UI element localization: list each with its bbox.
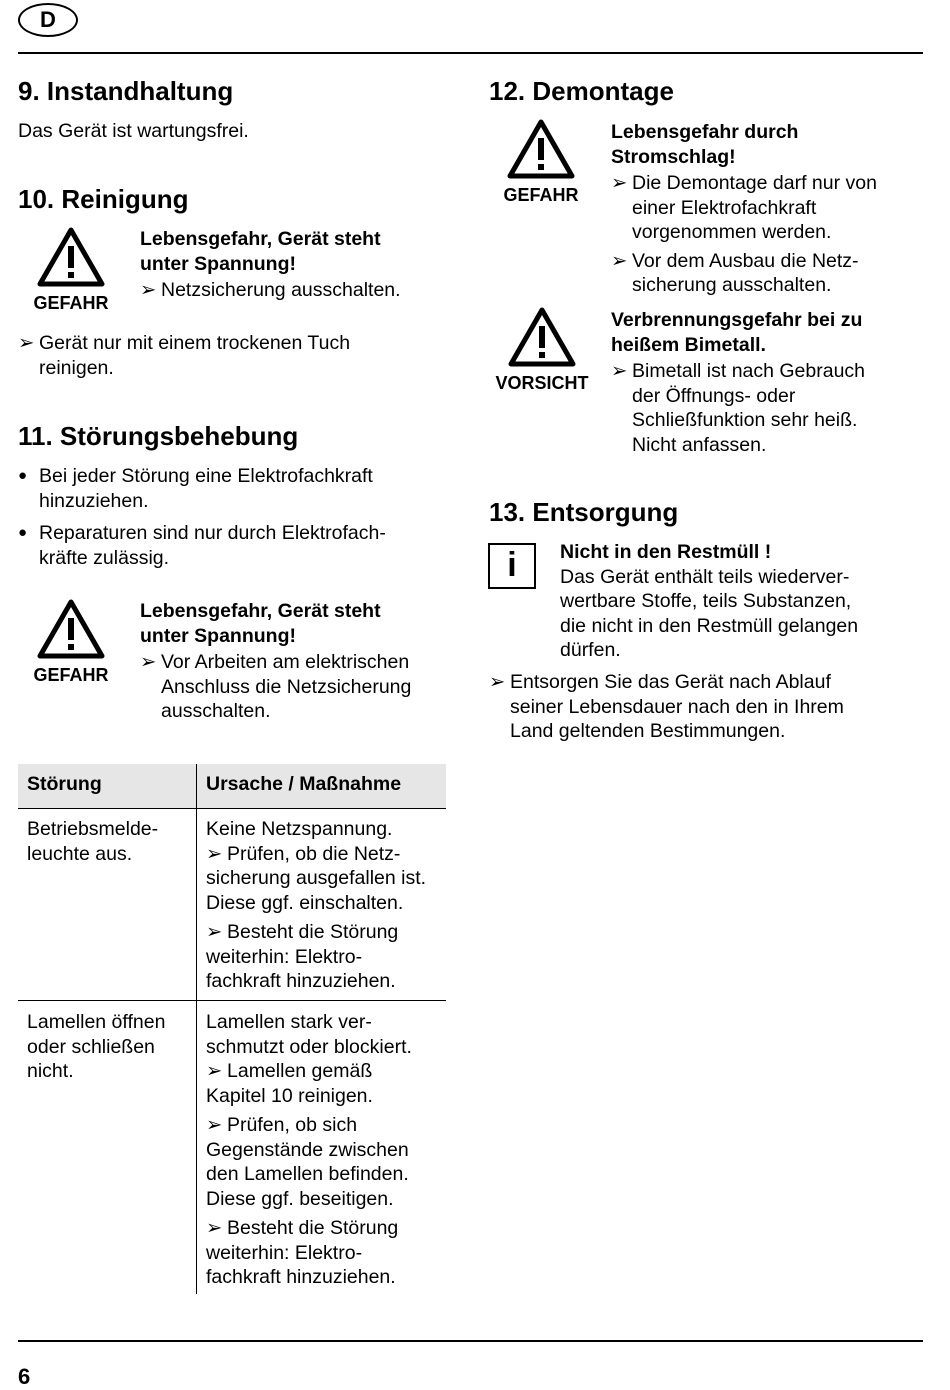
arrow-icon: ➢: [140, 651, 157, 673]
caution-label: VORSICHT: [495, 373, 589, 393]
section-11-title: 11. Störungsbehebung: [18, 421, 299, 451]
table-row-divider: [18, 1000, 446, 1001]
table-row-cause: Keine Netzspannung. ➢ Prüfen, ob die Netz- sicherung ausgefallen ist. Diese ggf. einschalten. ➢ Besteht die Störung weiterhin: Elektro- fachkraft hinzuziehen.: [206, 817, 446, 994]
caution-warning: [490, 306, 594, 394]
section-11-bullets: [18, 464, 448, 570]
column-header-cause: Ursache / Maßnahme: [206, 773, 402, 795]
warning-title: Verbrennungsgefahr bei zu: [611, 309, 863, 331]
instruction-step: ➢ Lamellen gemäß: [206, 1060, 373, 1082]
list-item: ● Reparaturen sind nur durch Elektrofach- kräfte zulässig.: [18, 522, 386, 569]
danger-warning: [22, 226, 120, 314]
section-13-info-text: Nicht in den Restmüll ! Das Gerät enthält teils wiederver- wertbare Stoffe, teils Substanzen, die nicht in den Restmüll gelangen dürfen.: [560, 540, 920, 663]
language-badge: D: [18, 3, 78, 37]
table-column-divider: [196, 764, 197, 1294]
section-12-title: 12. Demontage: [489, 76, 674, 106]
info-title: Nicht in den Restmüll !: [560, 541, 772, 563]
danger-label: GEFAHR: [503, 185, 579, 205]
instruction-step: ➢ Netzsicherung ausschalten.: [140, 279, 401, 301]
section-12-warning-2-text: [611, 308, 921, 457]
section-13-title: 13. Entsorgung: [489, 497, 679, 527]
section-9-text: Das Gerät ist wartungsfrei.: [18, 120, 249, 142]
warning-title: Lebensgefahr, Gerät steht: [140, 228, 381, 250]
section-11-warning-text: [140, 599, 470, 724]
danger-label: GEFAHR: [33, 293, 109, 313]
warning-title: Lebensgefahr durch: [611, 121, 799, 143]
warning-title: Stromschlag!: [611, 145, 736, 168]
instruction-step: ➢ Bimetall ist nach Gebrauch der Öffnungs- oder Schließfunktion sehr heiß. Nicht anfassen.: [611, 360, 866, 456]
instruction-step: ➢ Besteht die Störung: [206, 1217, 399, 1239]
danger-warning: [492, 118, 590, 206]
table-row-fault: Betriebsmelde- leuchte aus.: [27, 818, 159, 865]
instruction-step: ➢ Vor Arbeiten am elektrischen Anschluss die Netzsicherung ausschalten.: [140, 651, 412, 722]
section-10-title: 10. Reinigung: [18, 184, 189, 214]
warning-triangle-icon: [507, 306, 577, 368]
info-icon: i: [488, 543, 536, 589]
arrow-icon: ➢: [206, 921, 223, 943]
page-number: 6: [18, 1364, 31, 1389]
arrow-icon: ➢: [611, 172, 628, 194]
section-9-title: 9. Instandhaltung: [18, 76, 234, 106]
instruction-step: ➢ Vor dem Ausbau die Netz- sicherung ausschalten.: [611, 249, 859, 296]
instruction-step: ➢ Die Demontage darf nur von einer Elektrofachkraft vorgenommen werden.: [611, 172, 877, 243]
arrow-icon: ➢: [206, 1217, 223, 1239]
bullet-icon: ●: [18, 524, 28, 541]
danger-label: GEFAHR: [33, 665, 109, 685]
danger-warning: [22, 598, 120, 686]
bullet-icon: ●: [18, 467, 28, 484]
section-12-warning-1-text: [611, 120, 921, 298]
arrow-icon: ➢: [611, 360, 628, 382]
section-13-step: [489, 670, 921, 744]
arrow-icon: ➢: [206, 1060, 223, 1082]
arrow-icon: ➢: [489, 671, 506, 693]
warning-triangle-icon: [506, 118, 576, 180]
section-10-warning-text: [140, 227, 470, 303]
warning-title: unter Spannung!: [140, 624, 296, 647]
section-10-step: [18, 331, 438, 380]
instruction-step: ➢ Prüfen, ob sich: [206, 1114, 358, 1136]
instruction-step: ➢ Gerät nur mit einem trockenen Tuch reinigen.: [18, 332, 351, 379]
table-row-fault: Lamellen öffnen oder schließen nicht.: [27, 1011, 166, 1082]
bottom-rule: [18, 1340, 923, 1342]
top-rule: [18, 52, 923, 54]
warning-title: Lebensgefahr, Gerät steht: [140, 600, 381, 622]
arrow-icon: ➢: [140, 279, 157, 301]
instruction-step: ➢ Entsorgen Sie das Gerät nach Ablauf seiner Lebensdauer nach den in Ihrem Land geltenden Bestimmungen.: [489, 671, 844, 742]
instruction-step: ➢ Besteht die Störung: [206, 921, 399, 943]
warning-triangle-icon: [36, 226, 106, 288]
arrow-icon: ➢: [18, 332, 35, 354]
instruction-step: ➢ Prüfen, ob die Netz-: [206, 842, 401, 865]
warning-title: unter Spannung!: [140, 252, 296, 275]
warning-triangle-icon: [36, 598, 106, 660]
column-header-fault: Störung: [27, 773, 102, 795]
arrow-icon: ➢: [206, 1114, 223, 1136]
list-item: ● Bei jeder Störung eine Elektrofachkraft hinzuziehen.: [18, 465, 373, 512]
warning-title: heißem Bimetall.: [611, 333, 766, 356]
arrow-icon: ➢: [611, 249, 628, 272]
table-row-cause: Lamellen stark ver- schmutzt oder blockiert. ➢ Lamellen gemäß Kapitel 10 reinigen. ➢ Prüfen, ob sich Gegenstände zwischen den Lamellen befinden. Diese ggf. beseitigen. ➢ Besteht die Störung weiterhin: Elektro- fachkraft hinzuziehen.: [206, 1010, 446, 1290]
arrow-icon: ➢: [206, 842, 223, 865]
